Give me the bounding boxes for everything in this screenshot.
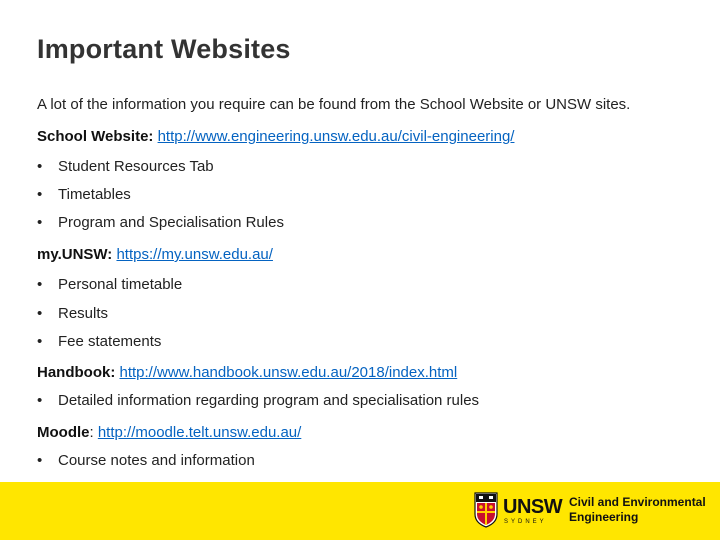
section-moodle bbox=[37, 424, 301, 442]
label-separator: : bbox=[89, 424, 94, 441]
bullet: • bbox=[37, 452, 43, 469]
list-item: • Program and Specialisation Rules bbox=[37, 214, 284, 231]
slide-title: Important Websites bbox=[37, 34, 291, 64]
section-label: Moodle bbox=[37, 424, 90, 441]
logo-wordmark: UNSW bbox=[503, 496, 563, 518]
intro-text: A lot of the information you require can be found from the School Website or UNSW sites. bbox=[37, 96, 631, 113]
moodle-link[interactable]: http://moodle.telt.unsw.edu.au/ bbox=[97, 424, 302, 441]
section-label: School Website: bbox=[37, 128, 154, 145]
list-item: • Fee statements bbox=[37, 333, 162, 350]
section-label: my.UNSW: bbox=[37, 246, 113, 263]
bullet: • bbox=[37, 305, 43, 322]
section-myunsw bbox=[37, 246, 273, 264]
list-item: • Detailed information regarding program and specialisation rules bbox=[37, 392, 480, 409]
section-label: Handbook: bbox=[37, 364, 116, 381]
list-item: • Personal timetable bbox=[37, 276, 183, 293]
section-school-website bbox=[37, 128, 514, 146]
bullet: • bbox=[37, 333, 43, 350]
crest-icon bbox=[474, 492, 498, 528]
bullet: • bbox=[37, 392, 43, 409]
section-handbook bbox=[37, 364, 457, 382]
myunsw-link[interactable]: https://my.unsw.edu.au/ bbox=[116, 246, 273, 263]
handbook-link[interactable]: http://www.handbook.unsw.edu.au/2018/index.html bbox=[119, 364, 458, 381]
logo-subtext: SYDNEY bbox=[504, 519, 547, 525]
list-item: • Student Resources Tab bbox=[37, 158, 214, 175]
footer-bar bbox=[0, 482, 720, 540]
unsw-logo bbox=[474, 492, 564, 532]
school-website-link[interactable]: http://www.engineering.unsw.edu.au/civil-engineering/ bbox=[157, 128, 515, 145]
faculty-name: Civil and Environmental Engineering bbox=[569, 495, 706, 524]
list-item: • Course notes and information bbox=[37, 452, 255, 469]
bullet: • bbox=[37, 214, 43, 231]
list-item: • Results bbox=[37, 305, 109, 322]
bullet: • bbox=[37, 158, 43, 175]
list-item: • Timetables bbox=[37, 186, 131, 203]
bullet: • bbox=[37, 276, 43, 293]
bullet: • bbox=[37, 186, 43, 203]
